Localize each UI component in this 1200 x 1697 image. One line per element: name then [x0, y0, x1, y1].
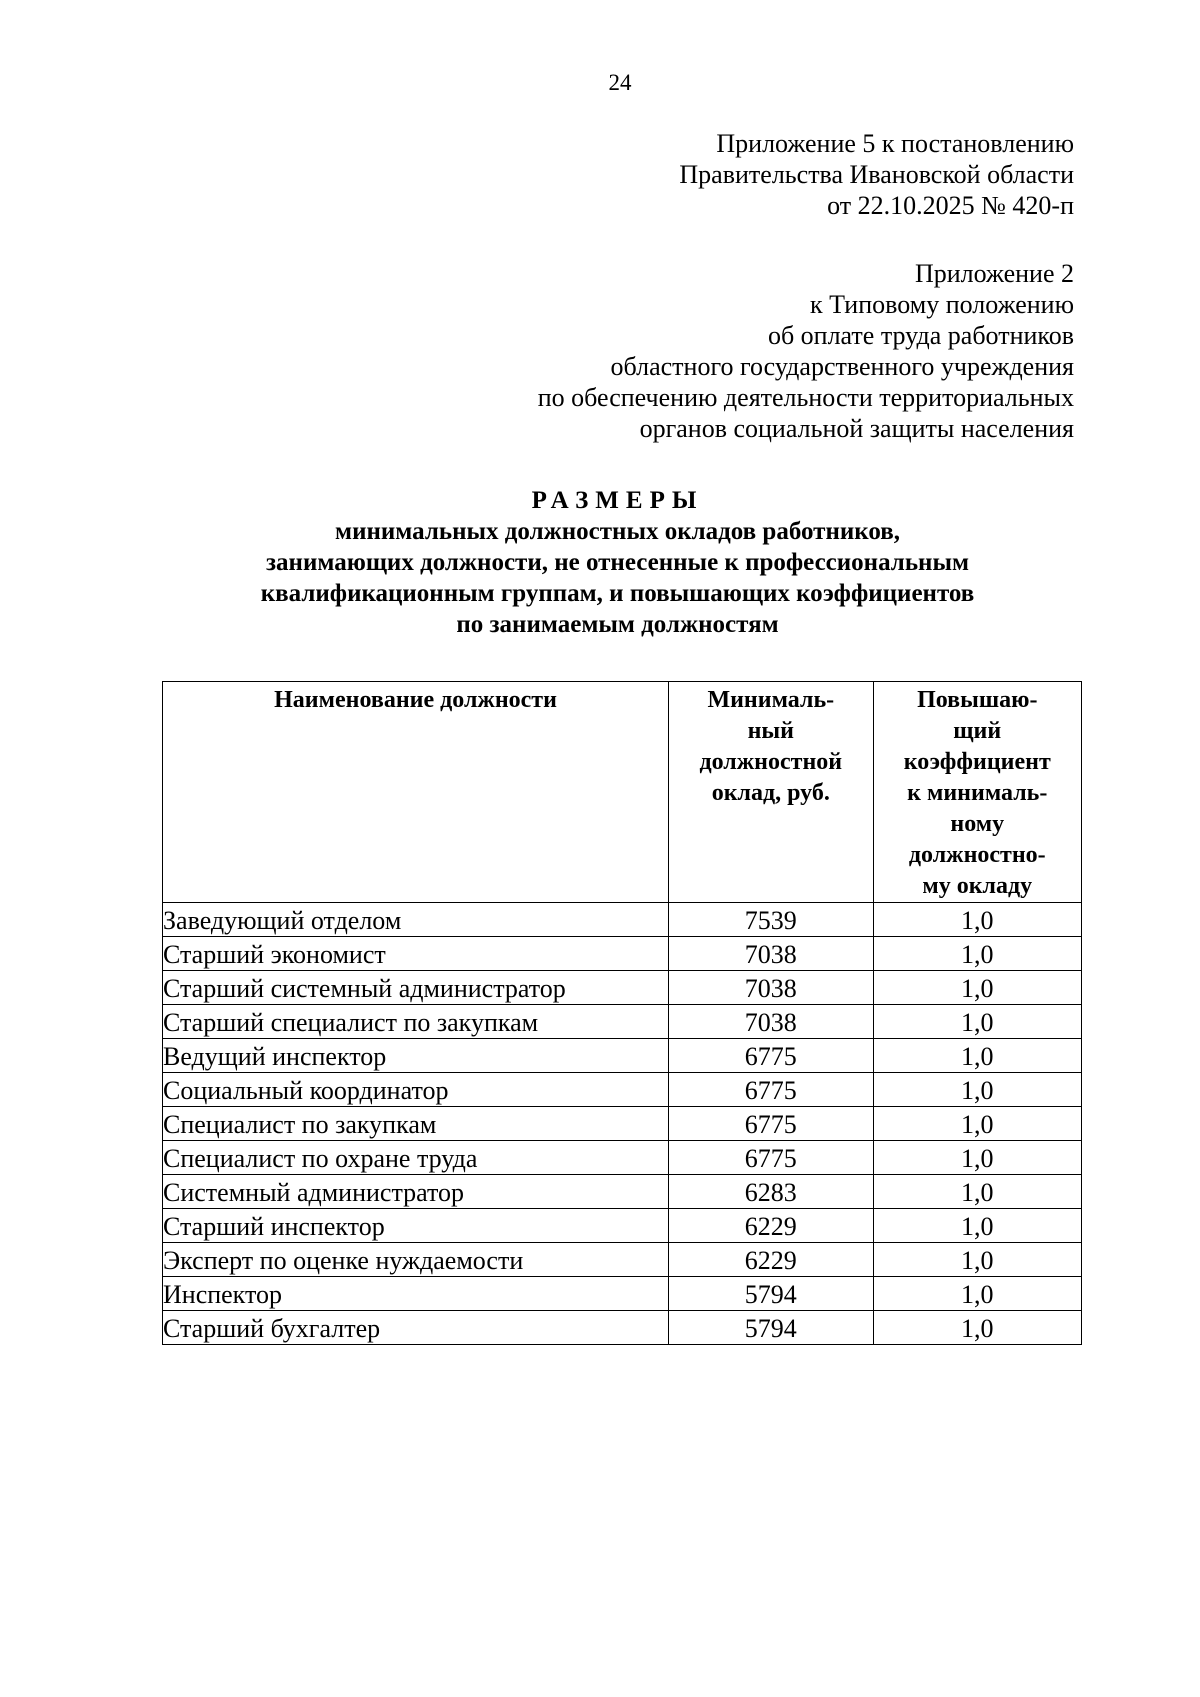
header-line: му окладу — [922, 873, 1033, 899]
header-line: ный — [747, 718, 794, 744]
header-line: оклад, руб. — [711, 780, 830, 806]
header-line: ному — [950, 811, 1005, 837]
appendix-1-line: Правительства Ивановской области — [679, 160, 1074, 189]
position-name-cell: Эксперт по оценке нуждаемости — [163, 1243, 669, 1277]
position-name-cell: Системный администратор — [163, 1175, 669, 1209]
appendix-1-line: от 22.10.2025 № 420-п — [827, 191, 1074, 220]
header-line: к минималь- — [907, 780, 1048, 806]
table-row — [163, 937, 1082, 971]
position-name-cell: Инспектор — [163, 1277, 669, 1311]
coefficient-cell: 1,0 — [873, 971, 1081, 1005]
header-line: Минималь- — [707, 687, 835, 713]
position-name-cell: Социальный координатор — [163, 1073, 669, 1107]
table-header-row — [163, 682, 1082, 903]
coefficient-cell: 1,0 — [873, 903, 1081, 937]
header-raising-coefficient — [873, 682, 1081, 903]
table-row — [163, 1073, 1082, 1107]
appendix-1-line: Приложение 5 к постановлению — [716, 129, 1074, 158]
appendix-2-line: Приложение 2 — [914, 259, 1074, 288]
table-row — [163, 1243, 1082, 1277]
document-title — [150, 485, 1085, 640]
table-row — [163, 1209, 1082, 1243]
table-row — [163, 971, 1082, 1005]
header-line: Повышаю- — [917, 687, 1038, 713]
coefficient-cell: 1,0 — [873, 937, 1081, 971]
coefficient-cell: 1,0 — [873, 1209, 1081, 1243]
table-row — [163, 1277, 1082, 1311]
title-line: занимающих должности, не отнесенные к профессиональным — [266, 549, 969, 576]
appendix-2-line: об оплате труда работников — [767, 321, 1074, 350]
table-body — [163, 903, 1082, 1345]
coefficient-cell: 1,0 — [873, 1175, 1081, 1209]
header-line: должностной — [699, 749, 843, 775]
min-salary-cell: 6775 — [669, 1107, 873, 1141]
position-name-cell: Специалист по закупкам — [163, 1107, 669, 1141]
min-salary-cell: 6229 — [669, 1243, 873, 1277]
appendix-2-line: к Типовому положению — [809, 290, 1074, 319]
min-salary-cell: 7038 — [669, 971, 873, 1005]
table-row — [163, 1107, 1082, 1141]
position-name-cell: Заведующий отделом — [163, 903, 669, 937]
page-number: 24 — [608, 70, 632, 95]
min-salary-cell: 5794 — [669, 1311, 873, 1345]
position-name-cell: Старший бухгалтер — [163, 1311, 669, 1345]
position-name-cell: Старший системный администратор — [163, 971, 669, 1005]
appendix-5-reference — [679, 128, 1074, 221]
title-line: минимальных должностных окладов работников, — [335, 518, 900, 545]
coefficient-cell: 1,0 — [873, 1311, 1081, 1345]
appendix-2-line: по обеспечению деятельности территориальных — [537, 383, 1074, 412]
title-line: квалификационным группам, и повышающих коэффициентов — [260, 580, 975, 607]
table-row — [163, 1175, 1082, 1209]
appendix-2-line: органов социальной защиты населения — [639, 414, 1074, 443]
coefficient-cell: 1,0 — [873, 1141, 1081, 1175]
position-name-cell: Старший экономист — [163, 937, 669, 971]
position-name-cell: Старший специалист по закупкам — [163, 1005, 669, 1039]
table-header — [163, 682, 1082, 903]
min-salary-cell: 6229 — [669, 1209, 873, 1243]
coefficient-cell: 1,0 — [873, 1107, 1081, 1141]
min-salary-cell: 6775 — [669, 1141, 873, 1175]
table-row — [163, 1039, 1082, 1073]
min-salary-cell: 7038 — [669, 1005, 873, 1039]
salary-table — [162, 681, 1082, 1345]
min-salary-cell: 7038 — [669, 937, 873, 971]
table-row — [163, 903, 1082, 937]
header-position-name — [163, 682, 669, 903]
table-row — [163, 1311, 1082, 1345]
min-salary-cell: 5794 — [669, 1277, 873, 1311]
table-row — [163, 1005, 1082, 1039]
appendix-2-reference — [538, 258, 1074, 444]
min-salary-cell: 6775 — [669, 1039, 873, 1073]
header-line: Наименование должности — [274, 687, 557, 713]
header-line: коэффициент — [903, 749, 1051, 775]
coefficient-cell: 1,0 — [873, 1277, 1081, 1311]
position-name-cell: Ведущий инспектор — [163, 1039, 669, 1073]
title-main: РАЗМЕРЫ — [531, 487, 704, 514]
position-name-cell: Специалист по охране труда — [163, 1141, 669, 1175]
min-salary-cell: 6775 — [669, 1073, 873, 1107]
coefficient-cell: 1,0 — [873, 1243, 1081, 1277]
table-row — [163, 1141, 1082, 1175]
position-name-cell: Старший инспектор — [163, 1209, 669, 1243]
appendix-2-line: областного государственного учреждения — [610, 352, 1074, 381]
coefficient-cell: 1,0 — [873, 1039, 1081, 1073]
min-salary-cell: 7539 — [669, 903, 873, 937]
title-line: по занимаемым должностям — [456, 611, 779, 638]
header-line: должностно- — [908, 842, 1046, 868]
header-min-salary — [669, 682, 873, 903]
coefficient-cell: 1,0 — [873, 1005, 1081, 1039]
min-salary-cell: 6283 — [669, 1175, 873, 1209]
header-line: щий — [953, 718, 1002, 744]
coefficient-cell: 1,0 — [873, 1073, 1081, 1107]
